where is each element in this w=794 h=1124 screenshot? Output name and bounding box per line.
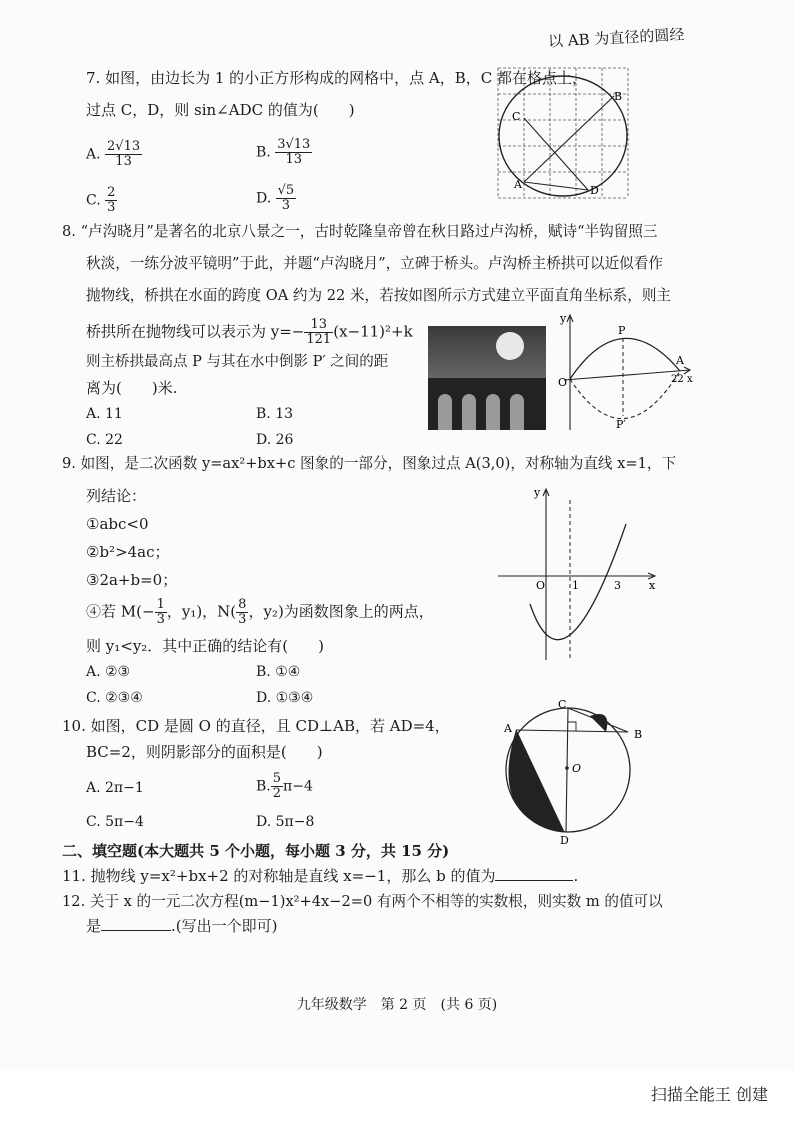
q7-option-a: A. $\frac{2√13}{13}$ — [86, 139, 141, 169]
q10-label-d: D — [560, 834, 569, 847]
q10-circle-figure — [498, 700, 648, 846]
q10-line2: BC=2，则阴影部分的面积是( ) — [86, 743, 323, 761]
q9-label-1: 1 — [572, 579, 579, 592]
q9-label-3: 3 — [614, 579, 621, 592]
q9-label-y: y — [534, 486, 541, 499]
q8-label-o: O — [558, 376, 568, 389]
bridge-arch — [438, 394, 452, 430]
q10-center-dot — [565, 766, 569, 770]
q9-conclusion-3: ③2a+b=0； — [86, 571, 178, 589]
q11-answer-blank[interactable] — [495, 866, 573, 881]
q8-line3: 抛物线，桥拱在水面的跨度 OA 约为 22 米，若按如图所示方式建立平面直角坐标系，则主 — [86, 287, 672, 304]
q7-segment-cd — [524, 118, 588, 190]
q10-option-a: A. 2π−1 — [86, 780, 144, 796]
q9-label-o: O — [536, 579, 546, 592]
q8-line4: 桥拱所在抛物线可以表示为 y=− $\frac{13}{121}$ (x−11)²+k — [86, 317, 413, 347]
bridge-arch — [510, 394, 524, 430]
q8-label-y: y — [560, 312, 567, 325]
section-2-heading: 二、填空题(本大题共 5 个小题，每小题 3 分，共 15 分) — [62, 842, 450, 860]
header-fragment: 以 AB 为直径的圆经 — [547, 25, 685, 51]
q9-conclusion-1: ①abc<0 — [86, 515, 149, 533]
q10-label-o: O — [572, 762, 582, 775]
q7-option-c: C. $\frac{2}{3}$ — [86, 185, 116, 215]
q7-option-d: D. $\frac{√5}{3}$ — [256, 183, 295, 213]
q8-label-p: P — [618, 324, 626, 337]
q7-label-d: D — [590, 184, 599, 197]
q9-line2: 列结论： — [86, 487, 147, 505]
q7-label-b: B — [614, 90, 623, 103]
page-footer: 九年级数学 第 2 页 (共 6 页) — [296, 997, 498, 1013]
q10-label-a: A — [504, 722, 512, 735]
q9-graph-figure — [494, 484, 664, 664]
q9-option-d: D. ①③④ — [256, 690, 314, 706]
q10-label-b: B — [634, 728, 643, 741]
q7-line1: 7. 如图，由边长为 1 的小正方形构成的网格中，点 A，B，C 都在格点上， — [86, 69, 588, 87]
q8-option-d: D. 26 — [256, 432, 294, 448]
q10-option-d: D. 5π−8 — [256, 814, 315, 830]
q8-bridge-arch — [570, 338, 680, 379]
q12-answer-blank[interactable] — [101, 916, 171, 931]
q8-label-a: A — [676, 354, 684, 367]
q12-line1: 12. 关于 x 的一元二次方程(m−1)x²+4x−2=0 有两个不相等的实数根，则实数 m 的值可以 — [62, 893, 663, 910]
moon — [496, 332, 524, 360]
q10-option-b: B. $\frac{5}{2}$ π−4 — [256, 771, 313, 801]
q9-option-a: A. ②③ — [86, 664, 131, 680]
q7-label-c: C — [512, 110, 521, 123]
q9-conclusion-2: ②b²>4ac； — [86, 543, 170, 561]
q9-label-x: x — [649, 579, 656, 592]
q9-line1: 9. 如图，是二次函数 y=ax²+bx+c 图象的一部分，图象过点 A(3,0)，对称轴为直线 x=1，下 — [62, 455, 677, 472]
q8-option-a: A. 11 — [86, 406, 123, 422]
q10-label-c: C — [558, 698, 567, 711]
q8-label-x: x — [687, 374, 693, 385]
q8-label-p-prime: P′ — [616, 418, 626, 431]
q7-grid-figure — [494, 62, 650, 204]
q10-right-angle-mark — [568, 722, 576, 731]
q8-line5: 则主桥拱最高点 P 与其在水中倒影 P′ 之间的距 — [86, 354, 389, 370]
q8-parabola-figure — [556, 312, 696, 438]
q8-option-c: C. 22 — [86, 432, 123, 448]
q7-line2: 过点 C，D，则 sin∠ADC 的值为( ) — [86, 101, 355, 119]
q9-conclusion-4: ④若 M(− $\frac{1}{3}$ ，y₁)，N( $\frac{8}{3}$ ，y₂)为函数图象上的两点， — [86, 597, 434, 627]
q7-label-a: A — [514, 178, 522, 191]
bridge-arch — [486, 394, 500, 430]
q10-diameter-cd — [566, 708, 568, 832]
q10-chord-ab — [516, 730, 628, 732]
q9-option-b: B. ①④ — [256, 664, 301, 680]
q8-label-22: 22 — [671, 374, 684, 385]
scanner-watermark: 扫描全能王 创建 — [650, 1085, 768, 1104]
q9-line-then: 则 y₁<y₂．其中正确的结论有( ) — [86, 637, 325, 655]
q8-line6: 离为( )米. — [86, 379, 178, 397]
bridge-arch — [462, 394, 476, 430]
q10-line1: 10. 如图，CD 是圆 O 的直径，且 CD⊥AB，若 AD=4， — [62, 717, 450, 735]
q8-line1: 8. “卢沟晓月”是著名的北京八景之一，古时乾隆皇帝曾在秋日路过卢沟桥，赋诗“半钩留照三 — [62, 223, 658, 240]
q12-line2: 是 .(写出一个即可) — [86, 917, 278, 935]
q10-segment-bc — [568, 708, 628, 732]
q10-option-c: C. 5π−4 — [86, 814, 144, 830]
q9-option-c: C. ②③④ — [86, 690, 143, 706]
q8-option-b: B. 13 — [256, 406, 294, 422]
q10-shaded-segment-left — [508, 730, 564, 832]
bridge-photo — [428, 326, 546, 430]
q11-line: 11. 抛物线 y=x²+bx+2 的对称轴是直线 x=−1，那么 b 的值为 . — [62, 867, 579, 885]
q7-option-b: B. $\frac{3√13}{13}$ — [256, 137, 311, 167]
q8-line2: 秋淡，一练分波平镜明”于此，并题“卢沟晓月”，立碑于桥头。卢沟桥主桥拱可以近似看作 — [86, 255, 663, 272]
